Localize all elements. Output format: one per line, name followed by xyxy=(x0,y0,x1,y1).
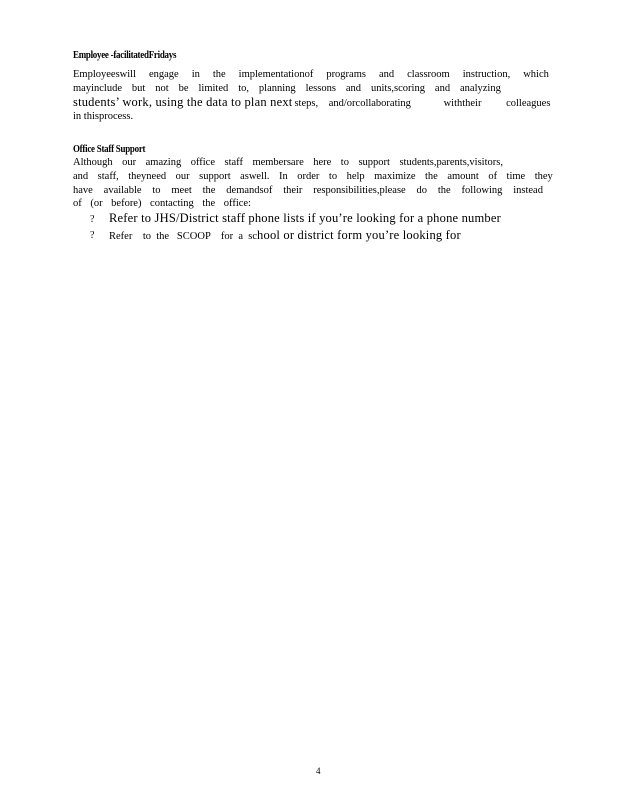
word: office: xyxy=(223,198,251,209)
word: engage xyxy=(148,69,179,80)
word: demandsof xyxy=(226,185,273,196)
word: programs xyxy=(326,69,366,80)
word: help xyxy=(346,171,365,182)
word: do xyxy=(416,185,428,196)
word: Although xyxy=(73,157,113,168)
word: instead xyxy=(513,185,543,196)
word: and xyxy=(73,171,89,182)
word: of xyxy=(73,198,82,209)
word: our xyxy=(175,171,190,182)
paragraph-line xyxy=(73,198,251,209)
word: of xyxy=(488,171,498,182)
word: in xyxy=(191,69,200,80)
word: instruction, xyxy=(462,69,511,80)
paragraph-line xyxy=(73,185,543,196)
word: implementationof xyxy=(238,69,314,80)
word: and xyxy=(378,69,395,80)
word: the xyxy=(212,69,226,80)
word: colleagues xyxy=(506,98,551,109)
word: membersare xyxy=(252,157,304,168)
word: to xyxy=(152,185,161,196)
bullet-text-school-form xyxy=(109,228,461,243)
word: not xyxy=(155,83,169,94)
word: classroom xyxy=(407,69,450,80)
word: units,scoring xyxy=(371,83,425,94)
word: In xyxy=(279,171,288,182)
word: the xyxy=(437,185,451,196)
word: available xyxy=(103,185,142,196)
word: planning xyxy=(258,83,296,94)
paragraph-line xyxy=(73,69,549,80)
word: mayinclude xyxy=(73,83,122,94)
section-heading-employee-fridays: Employee -facilitatedFridays xyxy=(73,50,177,61)
word: the xyxy=(202,185,216,196)
bullet-marker: ? xyxy=(90,214,95,225)
word: withtheir xyxy=(443,98,482,109)
word: following xyxy=(461,185,503,196)
word: maximize xyxy=(374,171,416,182)
word: aswell. xyxy=(240,171,270,182)
word: theyneed xyxy=(128,171,167,182)
word: limited xyxy=(198,83,229,94)
word: staff xyxy=(224,157,243,168)
word: amazing xyxy=(145,157,182,168)
word: to, xyxy=(238,83,249,94)
word: lessons xyxy=(305,83,336,94)
word: amount xyxy=(447,171,479,182)
word: meet xyxy=(171,185,192,196)
word: their xyxy=(283,185,303,196)
word: responsibilities,please xyxy=(313,185,406,196)
word: office xyxy=(190,157,215,168)
word: the xyxy=(202,198,216,209)
page-number: 4 xyxy=(316,766,321,776)
paragraph-line xyxy=(73,95,551,110)
word: our xyxy=(122,157,137,168)
word: be xyxy=(178,83,189,94)
word: Employeeswill xyxy=(73,69,136,80)
word: order xyxy=(297,171,320,182)
word: students’ work, using the data to plan next xyxy=(73,95,293,109)
word: they xyxy=(534,171,553,182)
paragraph-line xyxy=(73,157,503,168)
word: and xyxy=(434,83,451,94)
word: which xyxy=(523,69,549,80)
word: (or xyxy=(90,198,103,209)
word: to xyxy=(328,171,338,182)
word: contacting xyxy=(150,198,194,209)
bullet-marker: ? xyxy=(90,230,95,241)
word: staff, xyxy=(97,171,119,182)
word: before) xyxy=(111,198,142,209)
word: the xyxy=(425,171,438,182)
word: time xyxy=(506,171,526,182)
word: have xyxy=(73,185,93,196)
paragraph-line xyxy=(73,171,553,182)
bullet-text-part: hool or district form you’re looking for xyxy=(257,228,461,242)
paragraph-line xyxy=(73,83,501,94)
word: and xyxy=(345,83,362,94)
word: analyzing xyxy=(460,83,501,94)
section-heading-office-staff-support: Office Staff Support xyxy=(73,144,146,155)
word: support xyxy=(199,171,231,182)
word: in thisprocess. xyxy=(73,111,134,122)
word: and/orcollaborating xyxy=(328,98,411,109)
word: but xyxy=(131,83,146,94)
word: students,parents,visitors, xyxy=(399,157,503,168)
bullet-text-phone-lists: Refer to JHS/District staff phone lists if you’re looking for a phone number xyxy=(109,211,501,225)
word: to xyxy=(340,157,349,168)
word: steps, xyxy=(294,98,319,109)
bullet-text-part: Refer to the SCOOP for a sc xyxy=(109,231,258,242)
word: here xyxy=(313,157,332,168)
paragraph-line xyxy=(73,111,133,122)
word: support xyxy=(358,157,390,168)
